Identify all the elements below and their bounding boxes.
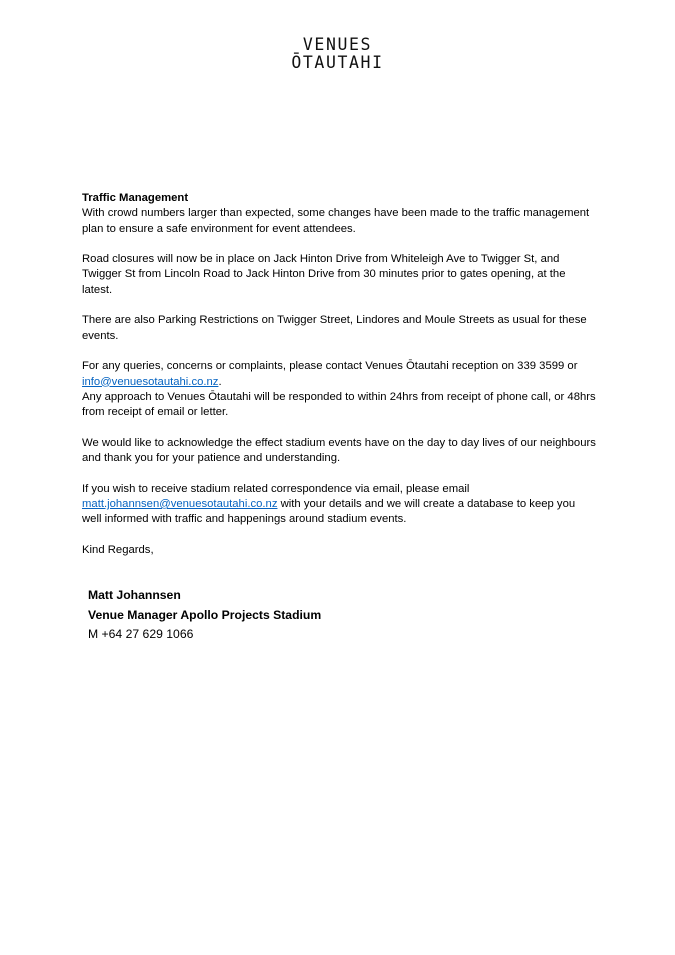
logo-line-1: VENUES: [302, 35, 373, 54]
signature-title: Venue Manager Apollo Projects Stadium: [88, 607, 322, 622]
paragraph-1-text: With crowd numbers larger than expected, some changes have been made to the traffic management plan to ensure a safe environment for event attendees.: [82, 207, 590, 235]
queries-period: .: [218, 375, 222, 388]
signature-block: [88, 586, 321, 645]
signup-after-text: with your details and we will create a database to keep you well informed with traffic and happenings around stadium events.: [82, 497, 576, 526]
response-time-text: Any approach to Venues Ōtautahi will be responded to within 24hrs from receipt of phone call, or 48hrs from receipt of email or letter.: [82, 390, 596, 419]
signature-phone: M +64 27 629 1066: [88, 627, 194, 641]
signature-name: Matt Johannsen: [88, 588, 181, 602]
signup-text: If you wish to receive stadium related correspondence via email, please email: [82, 482, 470, 495]
logo-line-2: ŌTAUTAHI: [291, 53, 384, 72]
paragraph-parking: There are also Parking Restrictions on Twigger Street, Lindores and Moule Streets as usual for these events.: [82, 314, 587, 342]
section-heading: Traffic Management: [82, 192, 189, 204]
paragraph-road-closures: Road closures will now be in place on Jack Hinton Drive from Whiteleigh Ave to Twigger St, and Twigger St from Lincoln Road to Jack Hinton Drive from 30 minutes prior to gates opening, at the latest.: [82, 253, 566, 296]
paragraph-email-signup: [82, 482, 597, 528]
letter-body: [82, 191, 597, 573]
paragraph-queries: [82, 359, 597, 420]
venues-otautahi-logo: [0, 36, 675, 72]
info-email-link[interactable]: info@venuesotautahi.co.nz: [82, 375, 219, 388]
paragraph-acknowledge: We would like to acknowledge the effect stadium events have on the day to day lives of our neighbours and thank you for your patience and understanding.: [82, 436, 596, 465]
closing: Kind Regards,: [82, 543, 154, 556]
matt-email-link[interactable]: matt.johannsen@venuesotautahi.co.nz: [82, 497, 278, 510]
paragraph-intro: [82, 191, 597, 237]
queries-text: For any queries, concerns or complaints, please contact Venues Ōtautahi reception on 339 3599 or: [82, 360, 578, 373]
